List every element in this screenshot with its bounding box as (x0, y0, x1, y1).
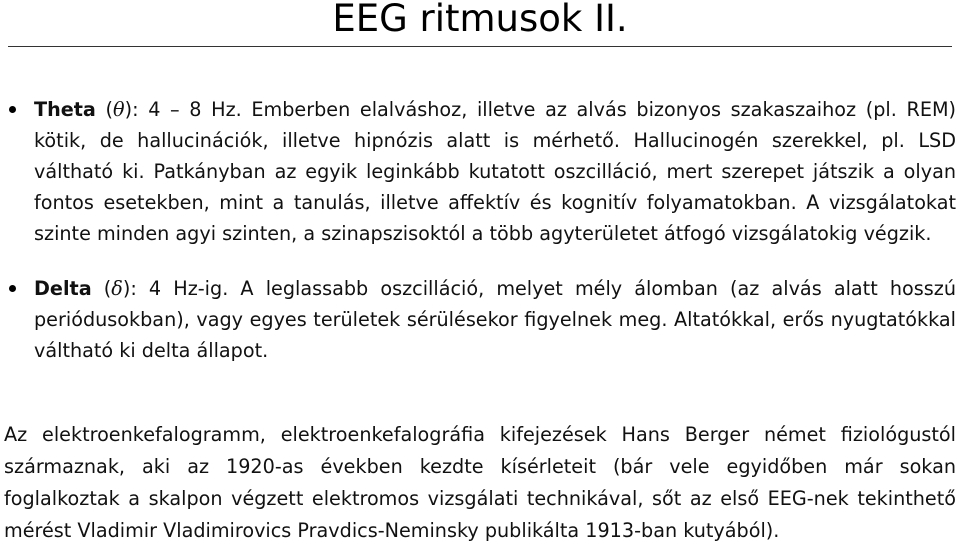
bullet-symbol-close: ): (122, 277, 137, 300)
bullet-term: Delta (34, 277, 92, 300)
bullet-text: 4 Hz-ig. A leglassabb oszcilláció, melyet mély álomban (az alvás alatt hosszú periódusokban), vagy egyes területek sérülésekor figyelnek meg. Altatókkal, erős nyugtatókkal váltható ki delta állapot. (34, 277, 956, 362)
bullet-symbol: θ (113, 98, 125, 121)
bullet-text: 4 – 8 Hz. Emberben elalváshoz, illetve az alvás bizonyos szakaszaihoz (pl. REM) kötik, de hallucinációk, illetve hipnózis alatt is mérhető. Hallucinogén szerekkel, pl. LSD váltható ki. Patkányban az egyik leginkább kutatott oszcilláció, mert szerepet játszik a olyan fontos esetekben, mint a tanulás, illetve affektív és kognitív folyamatokban. A vizsgálatokat szinte minden agyi szinten, a szinapszisoktól a több agyterületet átfogó vizsgálatokig végzik. (34, 98, 956, 245)
bullet-dot-icon (9, 106, 16, 113)
bullet-symbol-open: ( (91, 277, 112, 300)
bullet-symbol-open: ( (95, 98, 114, 121)
bullet-list (0, 94, 960, 366)
bullet-dot-icon (9, 285, 16, 292)
bullet-term: Theta (34, 98, 96, 121)
bullet-item-theta (0, 94, 960, 249)
bullet-symbol: δ (111, 277, 123, 300)
title-divider (8, 46, 952, 47)
bullet-item-delta (0, 273, 960, 366)
page-title: EEG ritmusok II. (332, 0, 628, 40)
bullet-symbol-close: ): (124, 98, 139, 121)
body-paragraph: Az elektroenkefalogramm, elektroenkefalográfia kifejezések Hans Berger német fiziológustól származnak, aki az 1920-as években kezdte kísérleteit (bár vele egyidőben már sokan foglalkoztak a skalpon végzett elektromos vizsgálati technikával, sőt az első EEG-nek tekinthető mérést Vladimir Vladimirovics Pravdics-Neminsky publikálta 1913-ban kutyából). (4, 423, 956, 542)
